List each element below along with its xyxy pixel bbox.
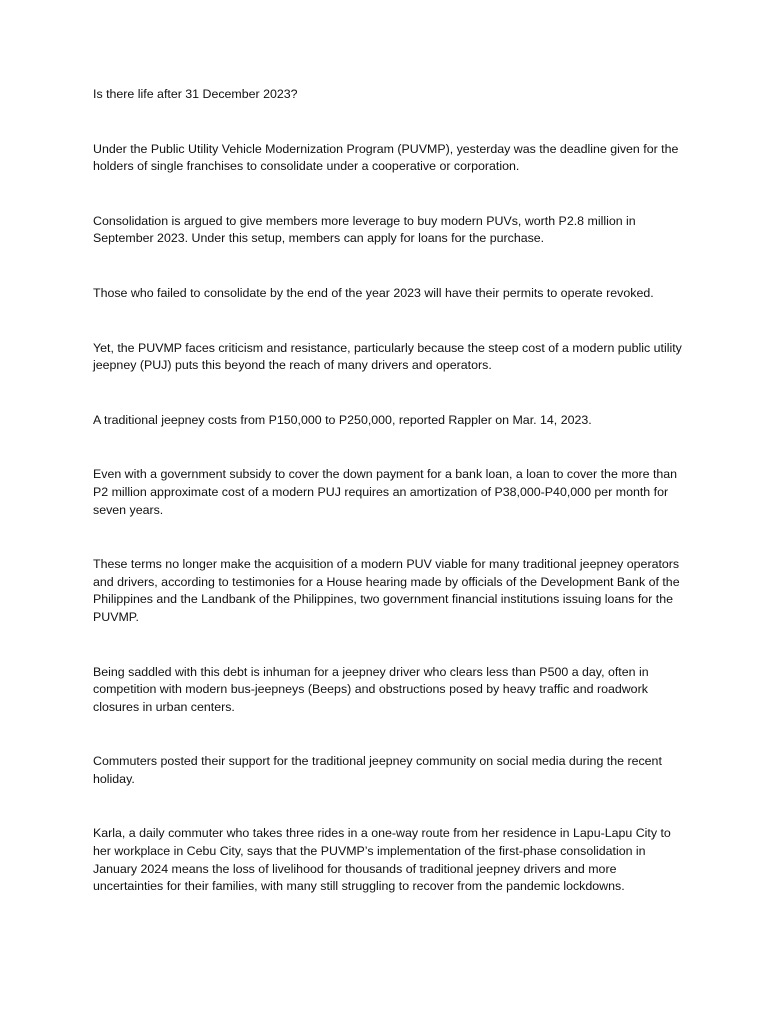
- paragraph: Yet, the PUVMP faces criticism and resistance, particularly because the steep cost of a modern public utility jeepney (PUJ) puts this beyond the reach of many drivers and operators.: [93, 340, 682, 373]
- paragraph: A traditional jeepney costs from P150,000 to P250,000, reported Rappler on Mar. 14, 2023.: [93, 412, 592, 427]
- document-body: [93, 86, 683, 933]
- paragraph: Even with a government subsidy to cover the down payment for a bank loan, a loan to cover the more than P2 million approximate cost of a modern PUJ requires an amortization of P38,000-P40,000 per month for seven years.: [93, 467, 678, 517]
- paragraph: Karla, a daily commuter who takes three rides in a one-way route from her residence in Lapu-Lapu City to her workplace in Cebu City, says that the PUVMP’s implementation of the first-phase consolidation in January 2024 means the loss of livelihood for thousands of traditional jeepney drivers and more uncertainties for their families, with many still struggling to recover from the pandemic lockdowns.: [93, 826, 671, 894]
- paragraph: Commuters posted their support for the traditional jeepney community on social media during the recent holiday.: [93, 754, 662, 786]
- paragraph: Those who failed to consolidate by the end of the year 2023 will have their permits to operate revoked.: [93, 285, 654, 300]
- paragraph: Being saddled with this debt is inhuman for a jeepney driver who clears less than P500 a day, often in competition with modern bus-jeepneys (Beeps) and obstructions posed by heavy traffic and roadwork closures in urban centers.: [93, 664, 649, 714]
- paragraph: These terms no longer make the acquisition of a modern PUV viable for many traditional jeepney operators and drivers, according to testimonies for a House hearing made by officials of the Development Bank of the Philippines and the Landbank of the Philippines, two government financial institutions issuing loans for the PUVMP.: [93, 557, 680, 624]
- document-title: Is there life after 31 December 2023?: [93, 87, 298, 101]
- paragraph: Consolidation is argued to give members more leverage to buy modern PUVs, worth P2.8 million in September 2023. Under this setup, members can apply for loans for the purchase.: [93, 213, 636, 246]
- paragraph: Under the Public Utility Vehicle Modernization Program (PUVMP), yesterday was the deadline given for the holders of single franchises to consolidate under a cooperative or corporation.: [93, 141, 679, 174]
